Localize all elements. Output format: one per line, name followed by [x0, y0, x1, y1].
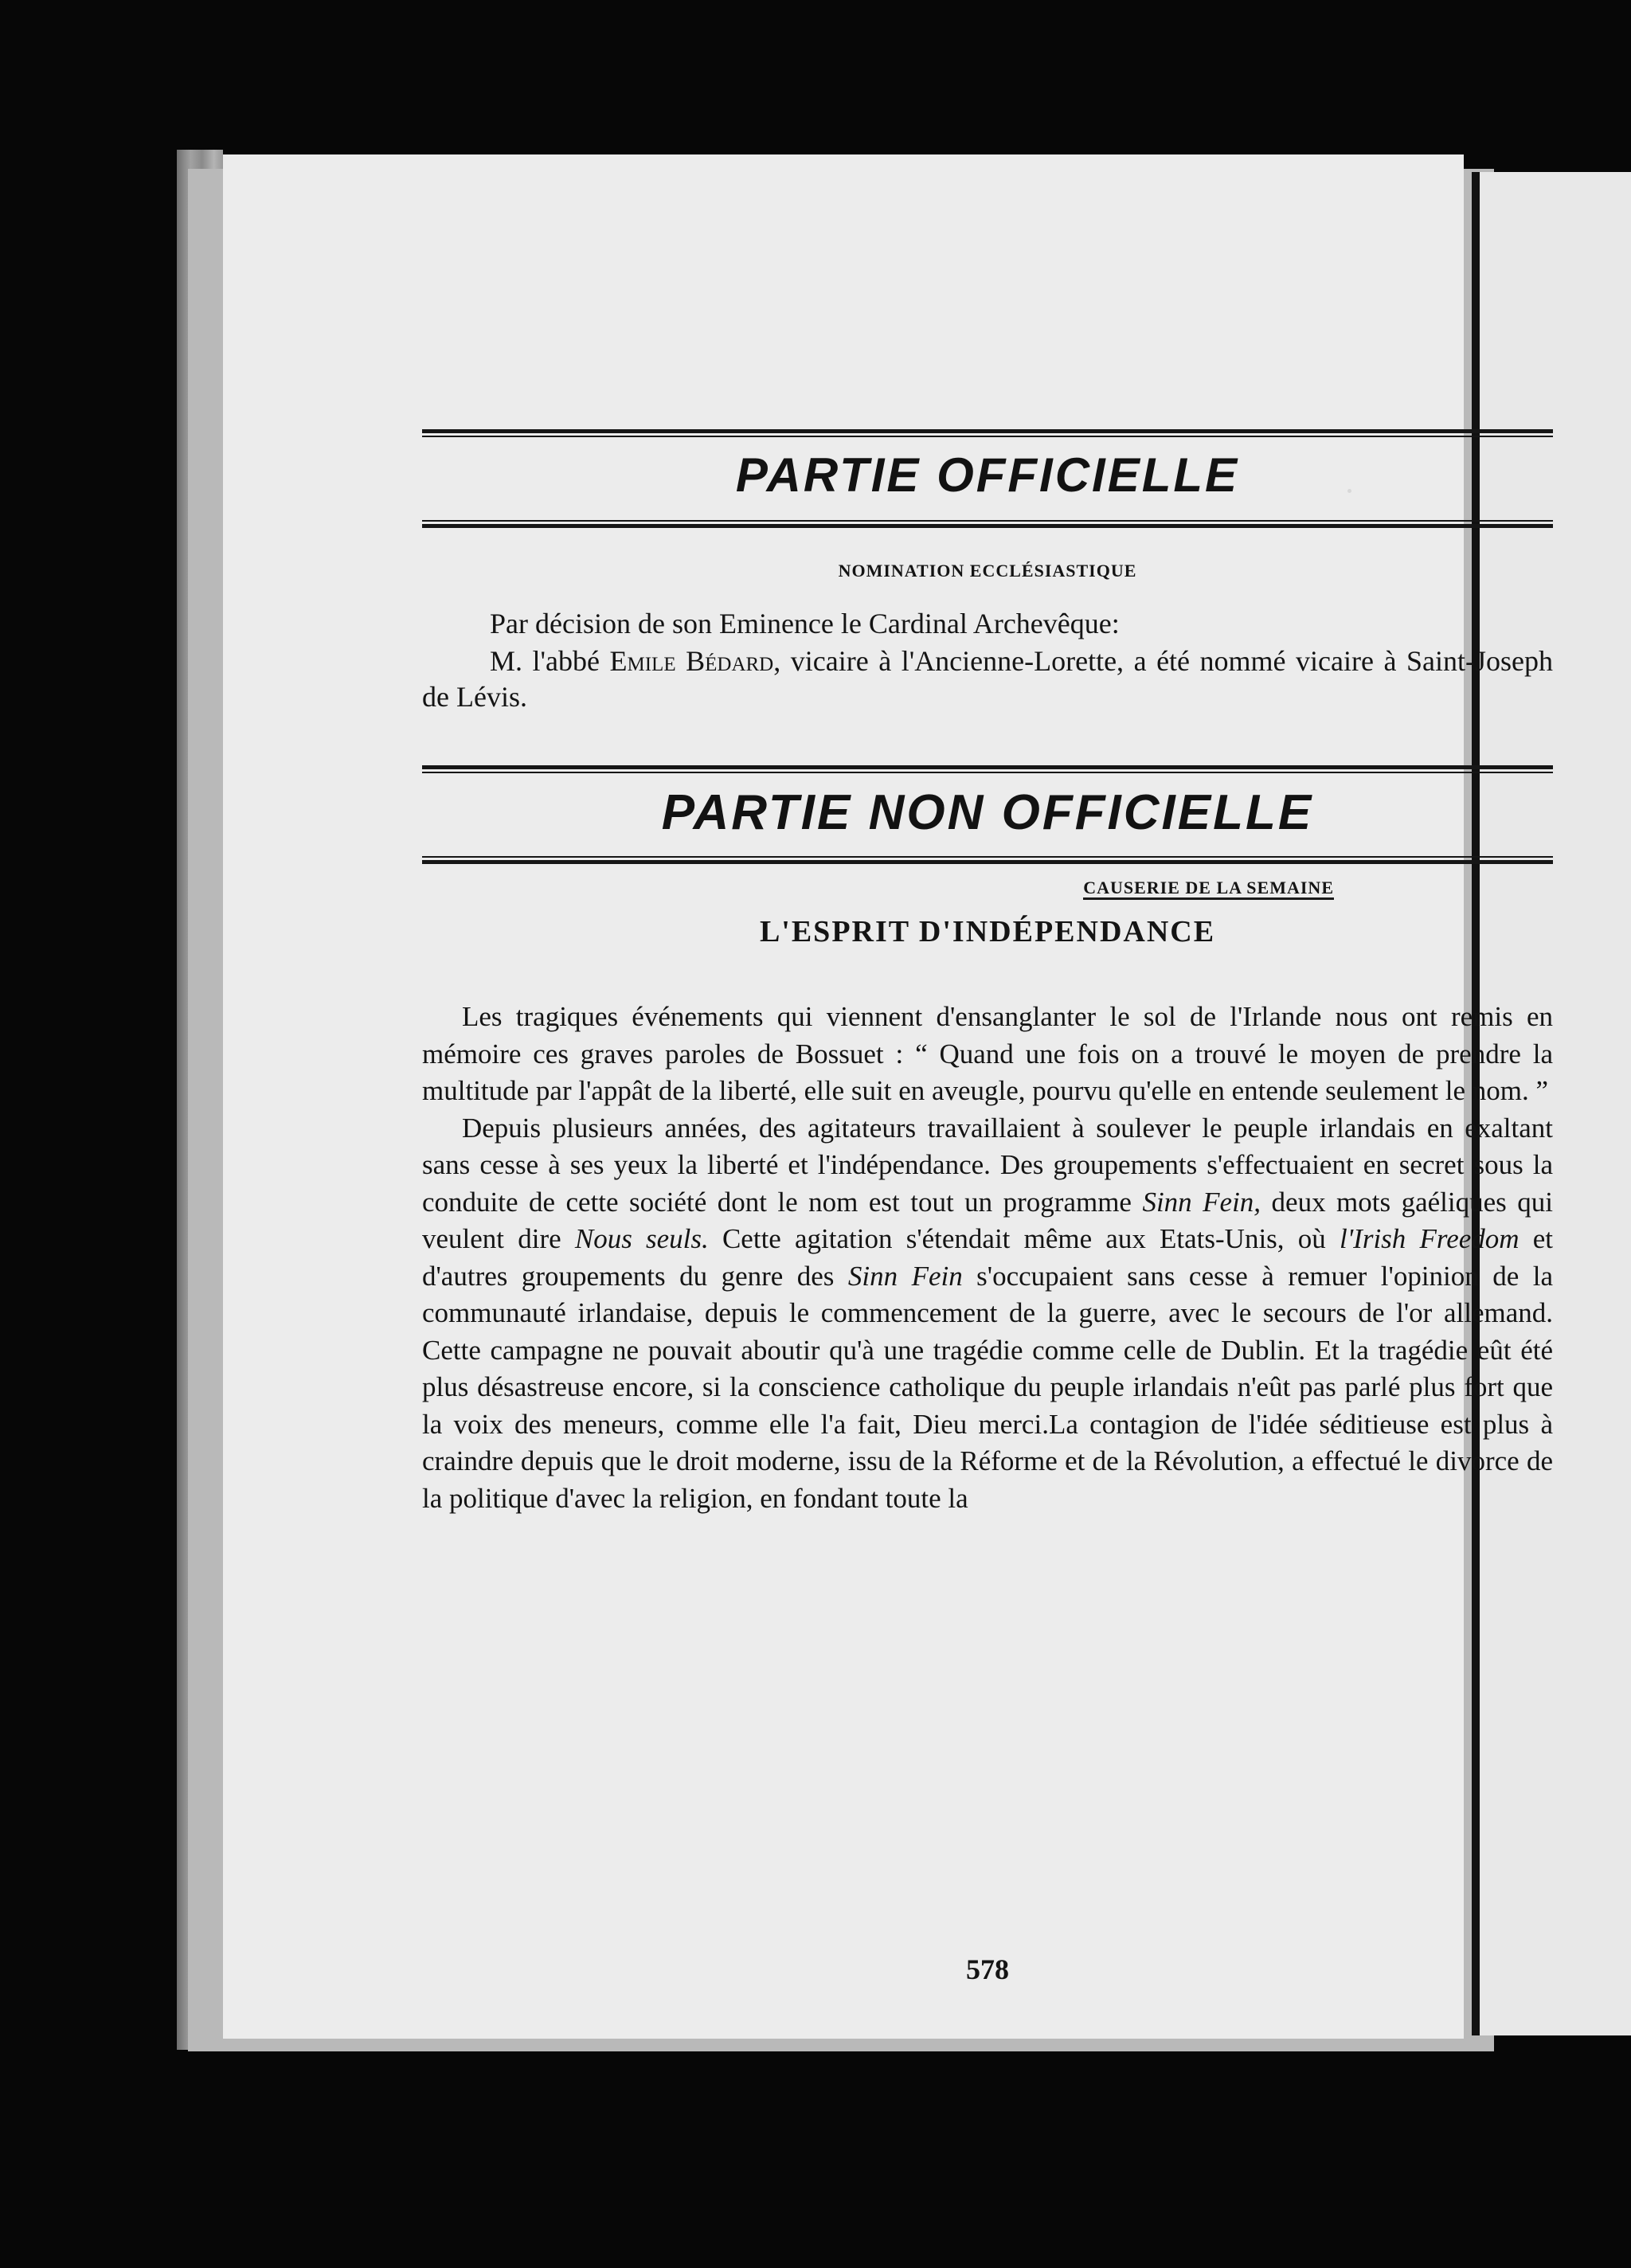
article-body [422, 999, 1553, 1517]
irish-freedom-italic: l'Irish Freedom [1339, 1223, 1520, 1254]
column-label: CAUSERIE DE LA SEMAINE [1083, 878, 1334, 900]
decision-line: Par décision de son Eminence le Cardinal Archevêque: [490, 608, 1120, 639]
top-rule [422, 429, 1553, 433]
unofficial-bottom-rule-thin [422, 856, 1553, 858]
paragraph-2-part-5: s'occupaient sans cesse à remuer l'opinion de la communauté irlandaise, depuis le commencement de la guerre, avec le secours de l'or allemand. Cette campagne ne pouvait aboutir qu'à une tragédie comme celle de Dublin. Et la tragédie eût été plus désastreuse encore, si la conscience catholique du peuple irlandais n'eût pas parlé plus fort que la voix des meneurs, comme elle l'a fait, Dieu merci.La contagion de l'idée séditieuse est plus à craindre depuis que le droit moderne, issu de la Réforme et de la Révolution, a effectué le divorce de la politique d'avec la religion, en fondant toute la [422, 1260, 1553, 1514]
article-paragraph-2 [422, 1110, 1553, 1518]
paragraph-2-part-2: deux mots gaéliques qui veulent dire [422, 1186, 1553, 1254]
unofficial-top-rule [422, 765, 1553, 769]
nomination-heading: NOMINATION ECCLÉSIASTIQUE [838, 561, 1137, 581]
nomination-text [422, 643, 1553, 715]
article-paragraph-1: Les tragiques événements qui viennent d'ensanglanter le sol de l'Irlande nous ont remis en mémoire ces graves paroles de Bossuet : “ Quand une fois on a trouvé le moyen de prendre la multitude par l'appât de la liberté, elle suit en aveugle, pourvu qu'elle en entende seulement le nom. ” [422, 1001, 1553, 1106]
official-rule [422, 524, 1553, 528]
scanned-page [223, 154, 1554, 2039]
nomination-prefix: M. l'abbé [490, 645, 610, 677]
article-title: L'ESPRIT D'INDÉPENDANCE [759, 915, 1216, 948]
page-number: 578 [966, 1953, 1009, 1985]
nomination-rest: vicaire à l'Ancienne-Lorette, a été nommé vicaire à Saint-Joseph de Lévis. [422, 645, 1553, 713]
paragraph-2-part-4: et d'autres groupements du genre des [422, 1223, 1554, 1292]
top-rule-thin [422, 436, 1553, 437]
unofficial-top-rule-thin [422, 772, 1553, 773]
sinn-fein-italic: Sinn Fein, [1142, 1186, 1261, 1218]
nous-seuls-italic: Nous seuls. [574, 1223, 709, 1254]
paragraph-2-part-1: Depuis plusieurs années, des agitateurs travaillaient à soulever le peuple irlandais en exaltant sans cesse à ses yeux la liberté et l'indépendance. Des groupements s'effectuaient en secret sous la conduite de cette société dont le nom est tout un programme [422, 1112, 1553, 1218]
sinn-fein-italic-2: Sinn Fein [847, 1260, 963, 1292]
nominee-name: Emile Bédard, [609, 645, 781, 677]
paragraph-2-part-3: Cette agitation s'étendait même aux Etats-Unis, où [708, 1223, 1340, 1254]
unofficial-banner: PARTIE NON OFFICIELLE [661, 785, 1314, 840]
unofficial-bottom-rule [422, 860, 1553, 864]
official-banner: PARTIE OFFICIELLE [735, 448, 1240, 502]
official-rule-thin [422, 520, 1553, 522]
